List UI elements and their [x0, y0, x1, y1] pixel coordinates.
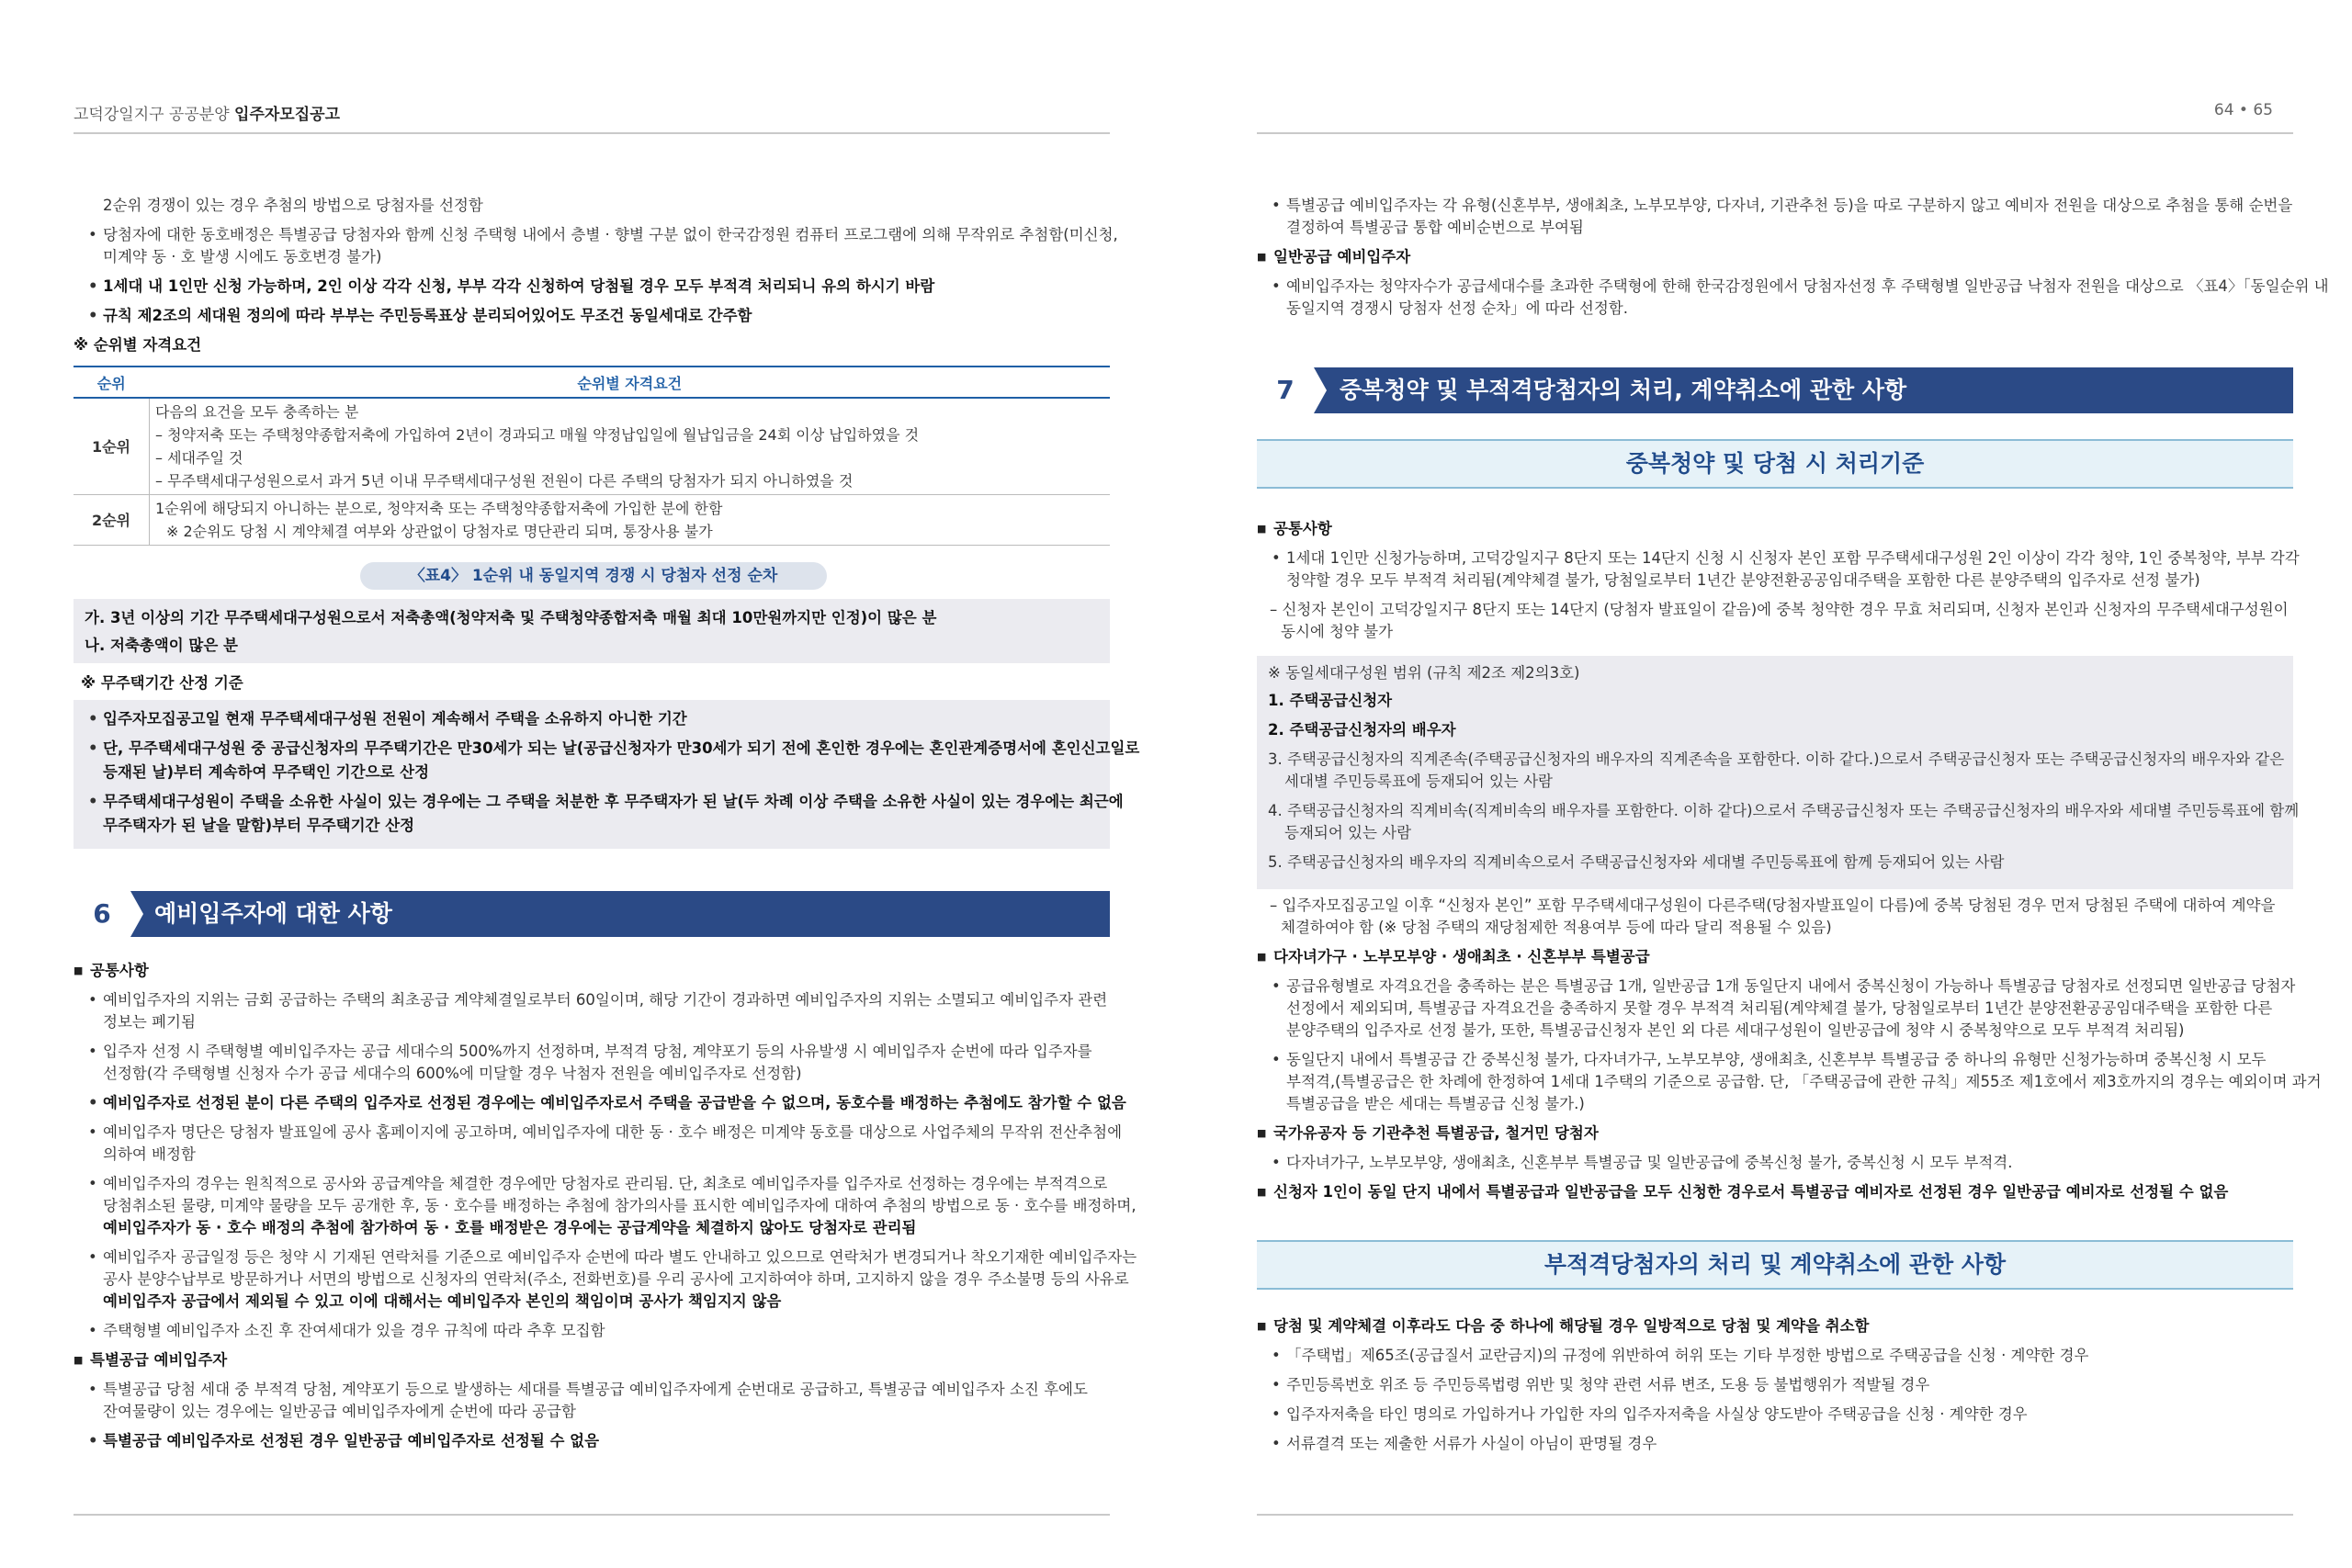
- after-scope-line: 부적격,(특별공급은 한 차례에 한정하여 1세대 1주택의 기준으로 공급함. 단, 「주택공급에 관한 규칙」제55조 제1호에서 제3호까지의 경우는 예외이며 과거: [1286, 1073, 2322, 1090]
- criteria-box: [74, 599, 1110, 663]
- common-line: 예비입주자가 동 · 호수 배정의 추첨에 참가하여 동 · 호를 배정받은 경우에는 공급계약을 체결하지 않아도 당첨자로 관리됨: [103, 1219, 917, 1236]
- special-line: • 특별공급 예비입주자로 선정된 경우 일반공급 예비입주자로 선정될 수 없음: [103, 1431, 599, 1451]
- section-number-tip: [130, 891, 143, 937]
- scope-line: 세대별 주민등록표에 등재되어 있는 사람: [1284, 773, 1553, 790]
- intro-line: 미계약 동 · 호 발생 시에도 동호변경 불가): [103, 248, 382, 265]
- common-line: 청약할 경우 모두 부적격 처리됨(계약체결 불가, 당첨일로부터 1년간 분양전환공공임대주택을 포함한 다른 분양주택의 입주자로 선정 불가): [1286, 571, 2200, 589]
- criteria-line: 가. 3년 이상의 기간 무주택세대구성원으로서 저축총액(청약저축 및 주택청약종합저축 매월 최대 10만원까지만 인정)이 많은 분: [85, 609, 937, 626]
- common-line: 의하여 배정함: [103, 1145, 196, 1163]
- after-scope-line: ■ 국가유공자 등 기관추천 특별공급, 철거민 당첨자: [1273, 1123, 1599, 1144]
- scope-line: 1. 주택공급신청자: [1268, 692, 1393, 709]
- common-line: • 예비입주자의 경우는 원칙적으로 공사와 공급계약을 체결한 경우에만 당첨자로 관리됨. 단, 최초로 예비입주자를 입주자로 선정하는 경우에는 부적격으로: [103, 1174, 1107, 1194]
- table-header-requirements: 순위별 자격요건: [150, 367, 1111, 398]
- requirement-line: – 청약저축 또는 주택청약종합저축에 가입하여 2년이 경과되고 매월 약정납입일에 월납입금을 24회 이상 납입하였을 것: [155, 426, 920, 444]
- special-line: • 특별공급 당첨 세대 중 부적격 당첨, 계약포기 등으로 발생하는 세대를 특별공급 예비입주자에게 순번대로 공급하고, 특별공급 예비입주자 소진 후에도: [103, 1380, 1088, 1400]
- scope-line: 2. 주택공급신청자의 배우자: [1268, 721, 1456, 739]
- intro-line: 2순위 경쟁이 있는 경우 추첨의 방법으로 당첨자를 선정함: [103, 197, 483, 214]
- cancel-line: • 「주택법」제65조(공급질서 교란금지)의 규정에 위반하여 허위 또는 기타 부정한 방법으로 주택공급을 신청 · 계약한 경우: [1286, 1346, 2089, 1366]
- common-line: • 1세대 1인만 신청가능하며, 고덕강일지구 8단지 또는 14단지 신청 시 신청자 본인 포함 무주택세대구성원 2인 이상이 각각 청약, 1인 중복청약, 부부 각각: [1286, 548, 2300, 569]
- homeless-line: • 무주택세대구성원이 주택을 소유한 사실이 있는 경우에는 그 주택을 처분한 후 무주택자가 된 날(두 차례 이상 주택을 소유한 사실이 있는 경우에는 최근에: [103, 792, 1124, 812]
- common-line: • 예비입주자의 지위는 금회 공급하는 주택의 최초공급 계약체결일로부터 60일이며, 해당 기간이 경과하면 예비입주자의 지위는 소멸되고 예비입주자 관련: [103, 990, 1107, 1010]
- common-title: ■ 공통사항: [90, 961, 149, 981]
- rank-cell: 1순위: [74, 398, 150, 495]
- scope-line: 등재되어 있는 사람: [1284, 824, 1412, 841]
- homeless-line: 무주택자가 된 날을 말함)부터 무주택기간 산정: [103, 817, 415, 834]
- section-number-tip: [1314, 367, 1327, 413]
- document-title: 고덕강일지구 공공분양 입주자모집공고: [74, 106, 340, 124]
- after-scope-line: • 동일단지 내에서 특별공급 간 중복신청 불가, 다자녀가구, 노부모부양, 생애최초, 신혼부부 특별공급 중 하나의 유형만 신청가능하며 중복신청 시 모두: [1286, 1050, 2266, 1070]
- table-row: [74, 398, 1110, 495]
- top-line: 동일지역 경쟁시 당첨자 선정 순차」에 따라 선정함.: [1286, 299, 1628, 317]
- common-line: 선정함(각 주택형별 신청자 수가 공급 세대수의 600%에 미달할 경우 낙첨자 전원을 예비입주자로 선정함): [103, 1065, 802, 1082]
- scope-line: 4. 주택공급신청자의 직계비속(직계비속의 배우자를 포함한다. 이하 같다)으로서 주택공급신청자 또는 주택공급신청자의 배우자와 세대별 주민등록표에 함께: [1268, 802, 2300, 819]
- section-title: 예비입주자에 대한 사항: [154, 900, 392, 927]
- common-line: 동시에 청약 불가: [1281, 623, 1394, 640]
- common-title: ■ 공통사항: [1273, 519, 1332, 539]
- scope-line: 3. 주택공급신청자의 직계존속(주택공급신청자의 배우자의 직계존속을 포함한다. 이하 같다.)으로서 주택공급신청자 또는 주택공급신청자의 배우자와 같은: [1268, 750, 2285, 768]
- intro-line: • 1세대 내 1인만 신청 가능하며, 2인 이상 각각 신청, 부부 각각 신청하여 당첨될 경우 모두 부적격 처리되니 유의 하시기 바람: [103, 276, 934, 297]
- section-6-header: [74, 891, 1110, 937]
- subsection-ineligible-header: 부적격당첨자의 처리 및 계약취소에 관한 사항: [1257, 1240, 2293, 1290]
- common-line: • 입주자 선정 시 주택형별 예비입주자는 공급 세대수의 500%까지 선정하며, 부적격 당첨, 계약포기 등의 사유발생 시 예비입주자 순번에 따라 입주자를: [103, 1042, 1092, 1062]
- left-footer-rule: [74, 1514, 1110, 1516]
- homeless-line: 등재된 날)부터 계속하여 무주택인 기간으로 산정: [103, 763, 430, 781]
- common-line: 예비입주자 공급에서 제외될 수 있고 이에 대해서는 예비입주자 본인의 책임이며 공사가 책임지지 않음: [103, 1292, 782, 1310]
- top-line: • 특별공급 예비입주자는 각 유형(신혼부부, 생애최초, 노부모부양, 다자녀, 기관추천 등)을 따로 구분하지 않고 예비자 전원을 대상으로 추첨을 통해 순번을: [1286, 196, 2292, 216]
- after-scope-line: • 공급유형별로 자격요건을 충족하는 분은 특별공급 1개, 일반공급 1개 동일단지 내에서 중복신청이 가능하나 특별공급 당첨자로 선정되면 일반공급 당첨자: [1286, 976, 2295, 997]
- table4-label: 〈표4〉 1순위 내 동일지역 경쟁 시 당첨자 선정 순차: [360, 562, 827, 590]
- common-line: • 예비입주자 명단은 당첨자 발표일에 공사 홈페이지에 공고하며, 예비입주자에 대한 동 · 호수 배정은 미계약 동호를 대상으로 사업주체의 무작위 전산추첨에: [103, 1122, 1122, 1143]
- section-title: 중복청약 및 부적격당첨자의 처리, 계약취소에 관한 사항: [1340, 377, 1907, 403]
- after-scope-line: ■ 다자녀가구 · 노부모부양 · 생애최초 · 신혼부부 특별공급: [1273, 947, 1650, 967]
- requirement-line: 다음의 요건을 모두 충족하는 분: [155, 403, 359, 421]
- requirement-cell: [150, 495, 1111, 546]
- left-page-header: [74, 92, 1110, 134]
- rank-cell: 2순위: [74, 495, 150, 546]
- section-number: 6: [74, 891, 130, 937]
- right-page-header: [1257, 92, 2293, 134]
- homeless-line: • 단, 무주택세대구성원 중 공급신청자의 무주택기간은 만30세가 되는 날(공급신청자가 만30세가 되기 전에 혼인한 경우에는 혼인관계증명서에 혼인신고일로: [103, 739, 1139, 759]
- common-line: • 예비입주자 공급일정 등은 청약 시 기재된 연락처를 기준으로 예비입주자 순번에 따라 별도 안내하고 있으므로 연락처가 변경되거나 착오기재한 예비입주자는: [103, 1247, 1136, 1268]
- requirement-line: – 무주택세대구성원으로서 과거 5년 이내 무주택세대구성원 전원이 다른 주택의 당첨자가 되지 아니하였을 것: [155, 472, 854, 490]
- cancel-line: ■ 당첨 및 계약체결 이후라도 다음 중 하나에 해당될 경우 일방적으로 당첨 및 계약을 취소함: [1273, 1316, 1869, 1337]
- common-line: 당첨취소된 물량, 미계약 물량을 모두 공개한 후, 동 · 호수를 배정하는 추첨에 참가의사를 표시한 예비입주자에 대하여 추첨의 방법으로 동 · 호수를 배정하며,: [103, 1197, 1136, 1214]
- common-line: 공사 분양수납부로 방문하거나 서면의 방법으로 신청자의 연락처(주소, 전화번호)를 우리 공사에 고지하여야 하며, 고지하지 않을 경우 주소불명 등의 사유로: [103, 1270, 1129, 1288]
- common-line: • 주택형별 예비입주자 소진 후 잔여세대가 있을 경우 규칙에 따라 추후 모집함: [103, 1321, 605, 1341]
- top-line: ■ 일반공급 예비입주자: [1273, 247, 1410, 267]
- intro-line: • 규칙 제2조의 세대원 정의에 따라 부부는 주민등록표상 분리되어있어도 무조건 동일세대로 간주함: [103, 306, 752, 326]
- top-line: 결정하여 특별공급 통합 예비순번으로 부여됨: [1286, 219, 1584, 236]
- household-scope-box: [1257, 656, 2300, 889]
- after-scope-line: 선정에서 제외되며, 특별공급 자격요건을 충족하지 못할 경우 부적격 처리됨(계약체결 불가, 당첨일로부터 1년간 분양전환공공임대주택을 포함한 다른: [1286, 999, 2273, 1017]
- cancel-line: • 입주자저축을 타인 명의로 가입하거나 가입한 자의 입주자저축을 사실상 양도받아 주택공급을 신청 · 계약한 경우: [1286, 1404, 2028, 1425]
- requirement-line: ※ 2순위도 당첨 시 계약체결 여부와 상관없이 당첨자로 명단관리 되며, 통장사용 불가: [166, 523, 713, 540]
- homeless-line: • 입주자모집공고일 현재 무주택세대구성원 전원이 계속해서 주택을 소유하지 아니한 기간: [103, 709, 687, 729]
- homeless-title: ※ 무주택기간 산정 기준: [81, 674, 243, 692]
- page-numbers: 64 • 65: [2213, 101, 2273, 119]
- after-scope-line: ■ 신청자 1인이 동일 단지 내에서 특별공급과 일반공급을 모두 신청한 경우로서 특별공급 예비자로 선정된 경우 일반공급 예비자로 선정될 수 없음: [1273, 1182, 2228, 1202]
- top-line: • 예비입주자는 청약자수가 공급세대수를 초과한 주택형에 한해 한국감정원에서 당첨자선정 후 주택형별 일반공급 낙첨자 전원을 대상으로 〈표4〉「동일순위 내: [1286, 276, 2329, 297]
- common-line: • 예비입주자로 선정된 분이 다른 주택의 입주자로 선정된 경우에는 예비입주자로서 주택을 공급받을 수 없으며, 동호수를 배정하는 추첨에도 참가할 수 없음: [103, 1093, 1126, 1113]
- after-scope-line: 체결하여야 함 (※ 당첨 주택의 재당첨제한 적용여부 등에 따라 달리 적용될 수 있음): [1281, 919, 1832, 936]
- intro-line: • 당첨자에 대한 동호배정은 특별공급 당첨자와 함께 신청 주택형 내에서 층별 · 향별 구분 없이 한국감정원 컴퓨터 프로그램에 의해 무작위로 추첨함(미신청,: [103, 225, 1118, 245]
- common-line: 정보는 폐기됨: [103, 1013, 196, 1031]
- criteria-line: 나. 저축총액이 많은 분: [85, 637, 238, 654]
- requirement-line: – 세대주일 것: [155, 449, 243, 467]
- after-scope-line: – 입주자모집공고일 이후 “신청자 본인” 포함 무주택세대구성원이 다른주택(당첨자발표일이 다름)에 중복 당첨된 경우 먼저 당첨된 주택에 대하여 계약을: [1270, 897, 2276, 914]
- scope-line: 5. 주택공급신청자의 배우자의 직계비속으로서 주택공급신청자와 세대별 주민등록표에 함께 등재되어 있는 사람: [1268, 853, 2005, 871]
- requirement-line: 1순위에 해당되지 아니하는 분으로, 청약저축 또는 주택청약종합저축에 가입한 분에 한함: [155, 500, 723, 517]
- table-row: [74, 495, 1110, 546]
- homeless-box: [74, 700, 1140, 849]
- section-7-header: [1257, 367, 2293, 413]
- subsection-duplicate-header: 중복청약 및 당첨 시 처리기준: [1257, 439, 2293, 489]
- qualification-note: ※ 순위별 자격요건: [74, 336, 202, 354]
- cancel-line: • 주민등록번호 위조 등 주민등록법령 위반 및 청약 관련 서류 변조, 도용 등 불법행위가 적발될 경우: [1286, 1375, 1929, 1395]
- after-scope-line: • 다자녀가구, 노부모부양, 생애최초, 신혼부부 특별공급 및 일반공급에 중복신청 불가, 중복신청 시 모두 부적격.: [1286, 1153, 2012, 1173]
- table-header-rank: 순위: [74, 367, 150, 398]
- common-line: – 신청자 본인이 고덕강일지구 8단지 또는 14단지 (당첨자 발표일이 같음)에 중복 청약한 경우 무효 처리되며, 신청자 본인과 신청자의 무주택세대구성원이: [1270, 601, 2289, 618]
- right-footer-rule: [1257, 1514, 2293, 1516]
- special-line: 잔여물량이 있는 경우에는 일반공급 예비입주자에게 순번에 따라 공급함: [103, 1403, 576, 1420]
- requirement-cell: [150, 398, 1111, 495]
- scope-line: ※ 동일세대구성원 범위 (규칙 제2조 제2의3호): [1268, 664, 1580, 682]
- cancel-line: • 서류결격 또는 제출한 서류가 사실이 아님이 판명될 경우: [1286, 1434, 1657, 1454]
- special-title: ■ 특별공급 예비입주자: [90, 1350, 227, 1371]
- qualification-table: [74, 366, 1110, 546]
- section-number: 7: [1257, 367, 1314, 413]
- after-scope-line: 분양주택의 입주자로 선정 불가, 또한, 특별공급신청자 본인 외 다른 세대구성원이 일반공급에 청약 시 중복청약으로 모두 부적격 처리됨): [1286, 1021, 2185, 1039]
- after-scope-line: 특별공급을 받은 세대는 특별공급 신청 불가.): [1286, 1095, 1585, 1112]
